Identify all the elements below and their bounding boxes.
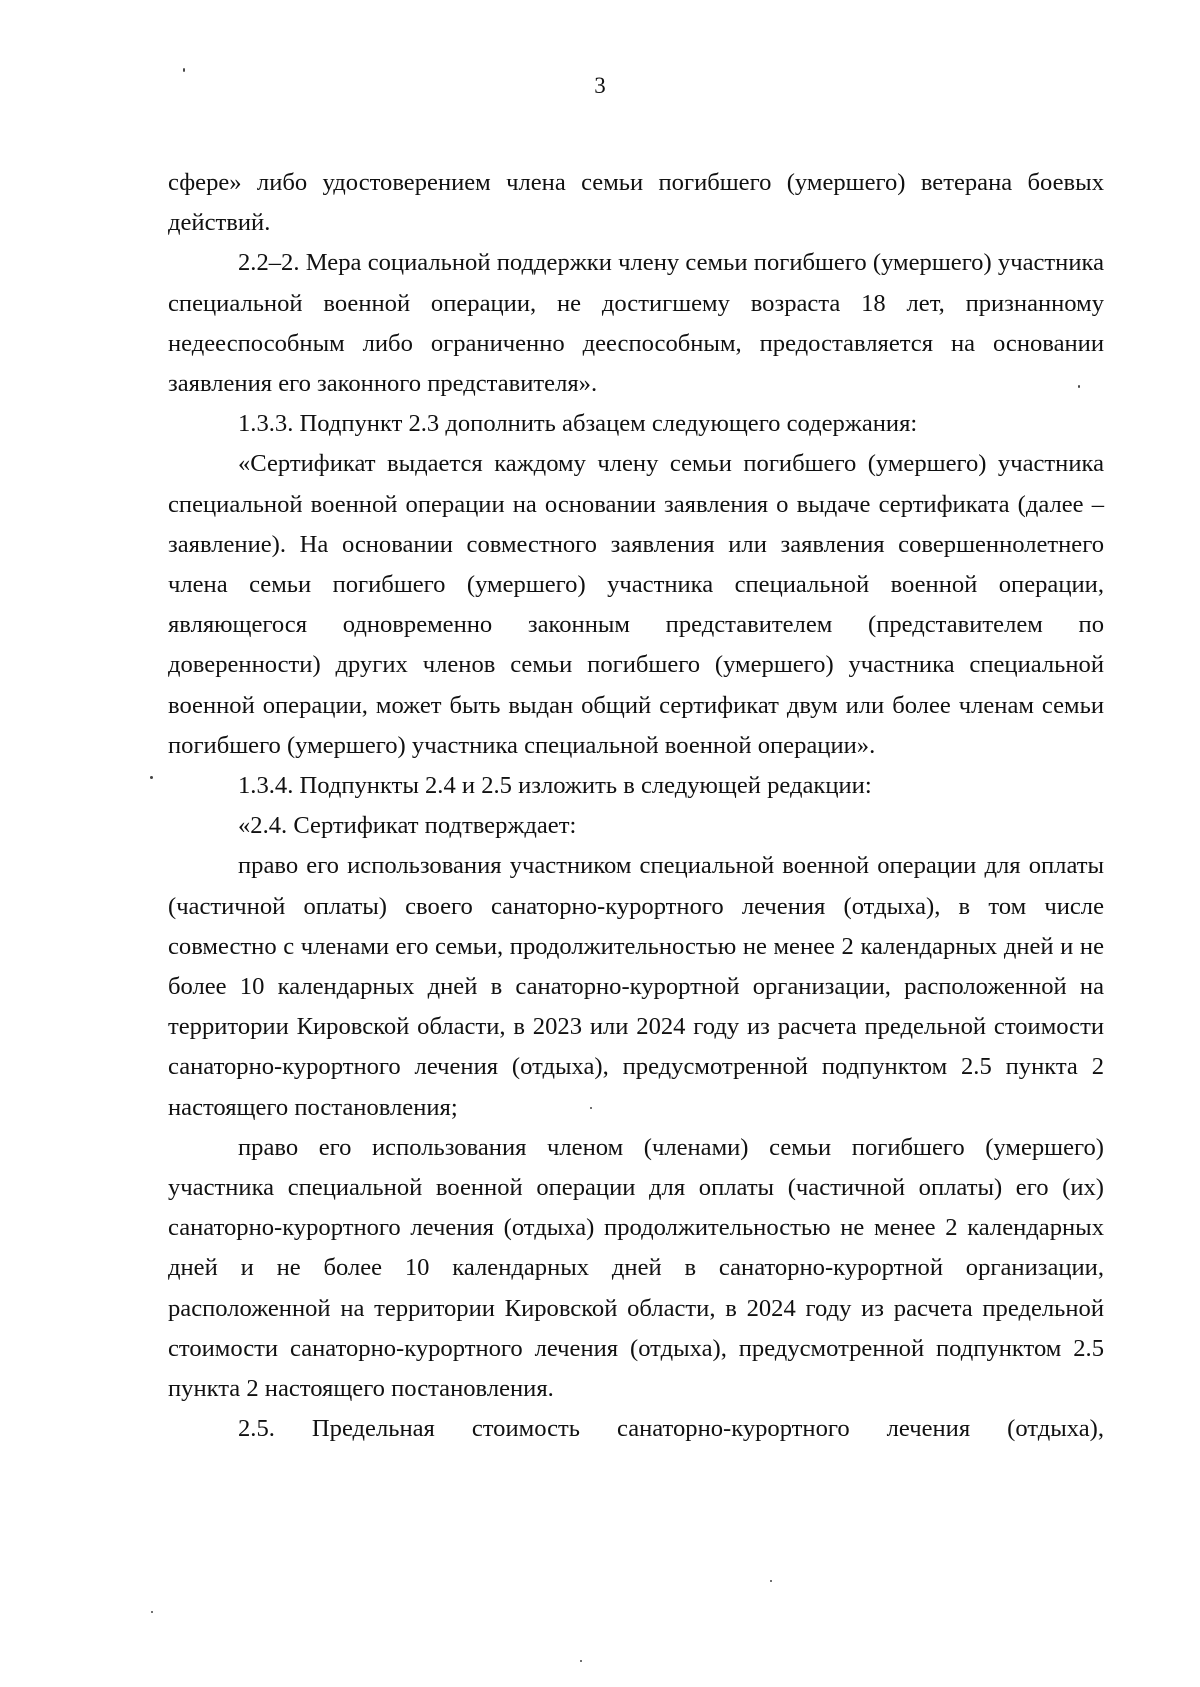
document-body — [168, 163, 1104, 1450]
scan-speck — [151, 1611, 153, 1613]
paragraph-2-5: 2.5. Предельная стоимость санаторно-курортного лечения (отдыха), — [238, 1415, 1104, 1443]
paragraph-2-4: «2.4. Сертификат подтверждает: — [238, 812, 577, 840]
scan-speck — [1078, 385, 1080, 388]
paragraph-2-2-2: 2.2–2. Мера социальной поддержки члену семьи погибшего (умершего) участника специальной военной операции, не достигшему возраста 18 лет, признанному недееспособным либо ограниченно дееспособным, предоставляется на основании заявления его законного представителя». — [168, 249, 1104, 398]
paragraph-right-participant: право его использования участником специальной военной операции для оплаты (частичной оплаты) своего санаторно-курортного лечения (отдыха), в том числе совместно с членами его семьи, продолжительностью не менее 2 календарных дней и не более 10 календарных дней в санаторно-курортной организации, расположенной на территории Кировской области, в 2023 или 2024 году из расчета предельной стоимости санаторно-курортного лечения (отдыха), предусмотренной подпунктом 2.5 пункта 2 настоящего постановления; — [168, 852, 1104, 1121]
scan-speck — [590, 1107, 592, 1109]
scan-speck — [183, 68, 185, 72]
paragraph-certificate-issue: «Сертификат выдается каждому члену семьи погибшего (умершего) участника специальной военной операции на основании заявления о выдаче сертификата (далее – заявление). На основании совместного заявления или заявления совершеннолетнего члена семьи погибшего (умершего) участника специальной военной операции, являющегося одновременно законным представителем (представителем по доверенности) других членов семьи погибшего (умершего) участника специальной военной операции, может быть выдан общий сертификат двум или более членам семьи погибшего (умершего) участника специальной военной операции». — [168, 450, 1104, 759]
paragraph-right-family: право его использования членом (членами) семьи погибшего (умершего) участника специальной военной операции для оплаты (частичной оплаты) его (их) санаторно-курортного лечения (отдыха) продолжительностью не менее 2 календарных дней и не более 10 календарных дней в санаторно-курортной организации, расположенной на территории Кировской области, в 2024 году из расчета предельной стоимости санаторно-курортного лечения (отдыха), предусмотренной подпунктом 2.5 пункта 2 настоящего постановления. — [168, 1133, 1104, 1403]
page-number: 3 — [594, 73, 606, 98]
paragraph-1-3-3: 1.3.3. Подпункт 2.3 дополнить абзацем следующего содержания: — [238, 410, 918, 438]
scan-speck — [580, 1660, 582, 1662]
paragraph-continuation: сфере» либо удостоверением члена семьи погибшего (умершего) ветерана боевых действий. — [168, 169, 1104, 237]
scan-speck — [770, 1580, 772, 1582]
scan-speck — [150, 776, 153, 779]
paragraph-1-3-4: 1.3.4. Подпункты 2.4 и 2.5 изложить в следующей редакции: — [238, 772, 872, 800]
